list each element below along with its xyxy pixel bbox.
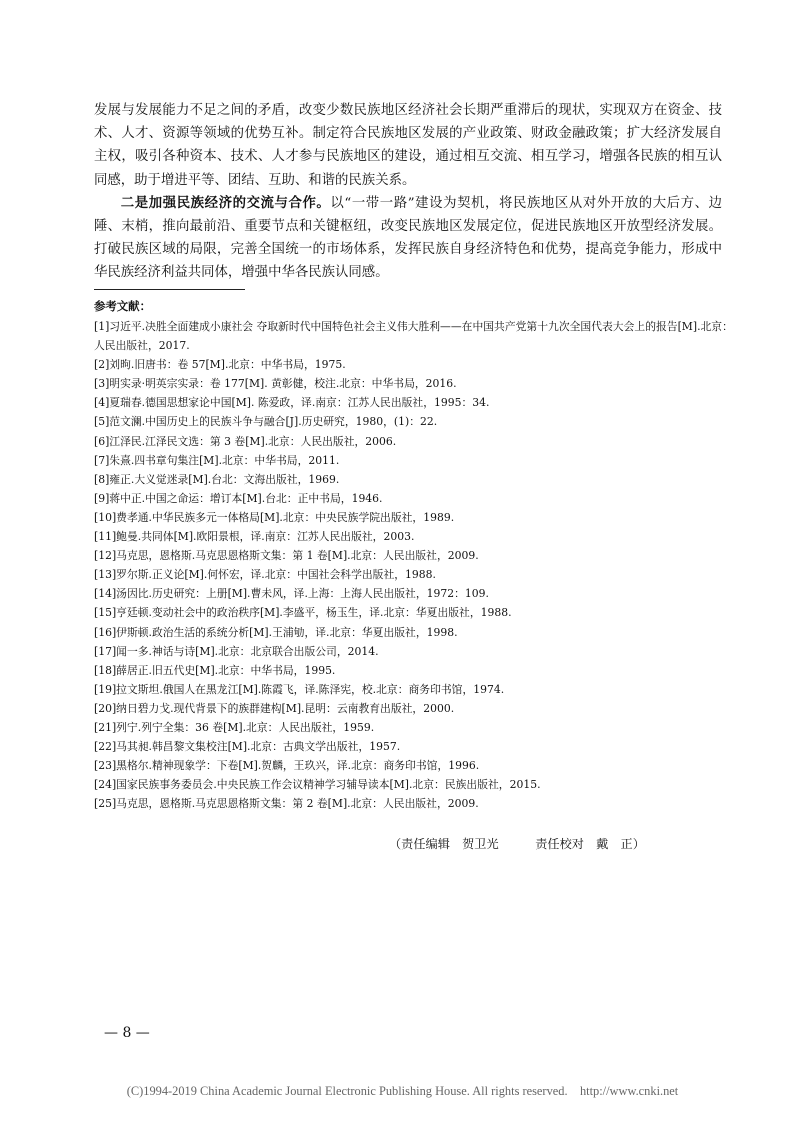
reference-item: [14]汤因比.历史研究：上册[M].曹未风，译.上海：上海人民出版社，1972：109.	[94, 587, 489, 601]
reference-item: [22]马其昶.韩昌黎文集校注[M].北京：古典文学出版社，1957.	[94, 740, 401, 754]
reference-item: [1]习近平.决胜全面建成小康社会 夺取新时代中国特色社会主义伟大胜利——在中国共产党第十九次全国代表大会上的报告[M].北京：人民出版社，2017.	[94, 320, 733, 353]
paragraph-2-text: 以“一带一路”建设为契机，将民族地区从对外开放的大后方、边陲、末梢，推向最前沿、重要节点和关键枢纽，改变民族地区发展定位，促进民族地区开放型经济发展。打破民族区域的局限，完善全国统一的市场体系，发挥民族自身经济特色和优势，提高竞争能力，形成中华民族经济利益共同体，增强中华各民族认同感。	[94, 195, 722, 281]
reference-item: [10]费孝通.中华民族多元一体格局[M].北京：中央民族学院出版社，1989.	[94, 510, 455, 524]
paragraph-2-lead: 二是加强民族经济的交流与合作。	[120, 194, 331, 211]
reference-item: [4]夏瑞春.德国思想家论中国[M]. 陈爱政，译.南京：江苏人民出版社，1995：34.	[94, 396, 490, 410]
reference-item: [2]刘昫.旧唐书：卷 57[M].北京：中华书局，1975.	[94, 358, 346, 372]
references-title: 参考文献：	[94, 299, 151, 313]
reference-item: [18]薛居正.旧五代史[M].北京：中华书局，1995.	[94, 663, 336, 677]
reference-item: [25]马克思，恩格斯.马克思恩格斯文集：第 2 卷[M].北京：人民出版社，2009.	[94, 797, 479, 811]
reference-item: [9]蒋中正.中国之命运：增订本[M].台北：正中书局，1946.	[94, 491, 383, 505]
reference-item: [11]鲍曼.共同体[M].欧阳景根，译.南京：江苏人民出版社，2003.	[94, 530, 415, 544]
article-body	[94, 99, 722, 285]
references-section	[94, 298, 734, 813]
reference-item: [15]亨廷顿.变动社会中的政治秩序[M].李盛平，杨玉生，译.北京：华夏出版社，1988.	[94, 606, 512, 620]
reference-item: [21]列宁.列宁全集：36 卷[M].北京：人民出版社，1959.	[94, 720, 375, 734]
footnote-divider	[94, 289, 245, 290]
reference-item: [5]范文澜.中国历史上的民族斗争与融合[J].历史研究，1980，(1)：22.	[94, 415, 438, 429]
reference-item: [6]江泽民.江泽民文选：第 3 卷[M].北京：人民出版社，2006.	[94, 434, 397, 448]
responsible-editors: （责任编辑 贺卫光 责任校对 戴 正）	[389, 837, 645, 851]
reference-item: [20]纳日碧力戈.现代背景下的族群建构[M].昆明：云南教育出版社，2000.	[94, 701, 455, 715]
reference-item: [23]黑格尔.精神现象学：下卷[M].贺麟，王玖兴，译.北京：商务印书馆，1996.	[94, 759, 480, 773]
reference-item: [13]罗尔斯.正义论[M].何怀宏，译.北京：中国社会科学出版社，1988.	[94, 568, 436, 582]
reference-item: [8]雍正.大义觉迷录[M].台北：文海出版社，1969.	[94, 472, 340, 486]
reference-item: [3]明实录·明英宗实录：卷 177[M]. 黄彰健，校注.北京：中华书局，2016.	[94, 377, 457, 391]
page-number: — 8 —	[104, 1025, 150, 1041]
reference-item: [16]伊斯顿.政治生活的系统分析[M].王浦劬，译.北京：华夏出版社，1998.	[94, 625, 458, 639]
reference-item: [17]闻一多.神话与诗[M].北京：北京联合出版公司，2014.	[94, 644, 379, 658]
reference-item: [19]拉文斯坦.俄国人在黑龙江[M].陈霞飞，译.陈泽宪，校.北京：商务印书馆，1974.	[94, 682, 505, 696]
paragraph-1: 发展与发展能力不足之间的矛盾，改变少数民族地区经济社会长期严重滞后的现状，实现双方在资金、技术、人才、资源等领域的优势互补。制定符合民族地区发展的产业政策、财政金融政策；扩大经济发展自主权，吸引各种资本、技术、人才参与民族地区的建设，通过相互交流、相互学习，增强各民族的相互认同感，助于增进平等、团结、互助、和谐的民族关系。	[94, 103, 722, 188]
paragraph-2	[94, 192, 722, 285]
reference-item: [12]马克思，恩格斯.马克思恩格斯文集：第 1 卷[M].北京：人民出版社，2009.	[94, 549, 479, 563]
reference-item: [24]国家民族事务委员会.中央民族工作会议精神学习辅导读本[M].北京：民族出版社，2015.	[94, 778, 541, 792]
reference-item: [7]朱熹.四书章句集注[M].北京：中华书局，2011.	[94, 453, 340, 467]
copyright-notice: (C)1994-2019 China Academic Journal Electronic Publishing House. All rights reserved. http://www.cnki.net	[126, 1084, 679, 1098]
